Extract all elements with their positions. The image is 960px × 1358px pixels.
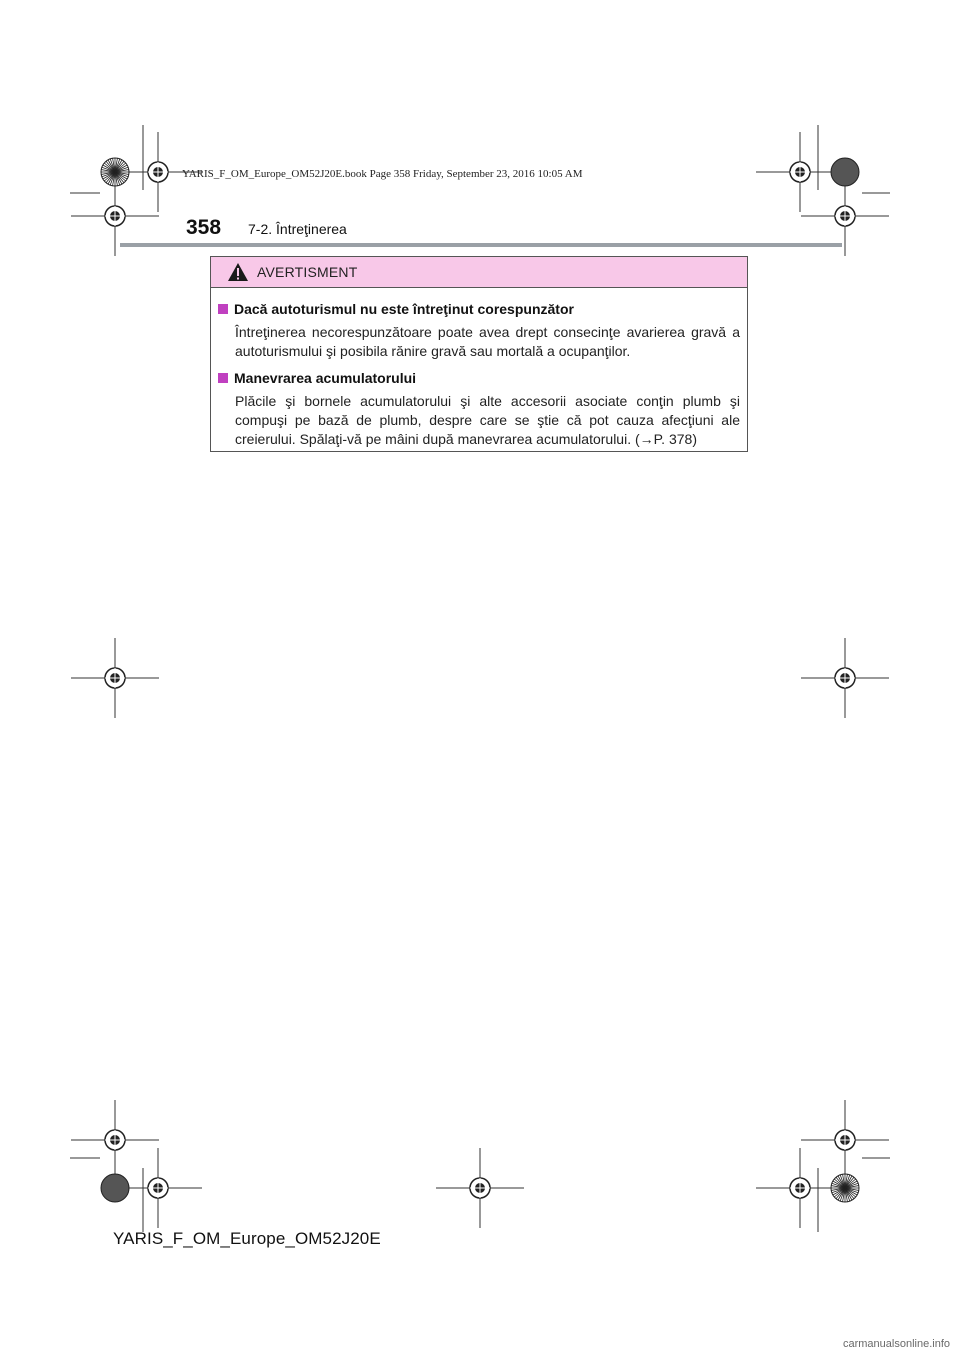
warning-box	[210, 256, 748, 452]
warning-title: AVERTISMENT	[257, 264, 358, 280]
warning-triangle-icon	[227, 262, 249, 282]
section-title: 7-2. Întreţinerea	[248, 221, 347, 237]
footer-code: YARIS_F_OM_Europe_OM52J20E	[113, 1229, 381, 1248]
warning-body	[211, 288, 747, 449]
warning-header	[211, 257, 747, 288]
book-info-line: YARIS_F_OM_Europe_OM52J20E.book Page 358 Friday, September 23, 2016 10:05 AM	[182, 168, 583, 180]
header-rule	[120, 243, 842, 247]
warning-item-heading: Dacă autoturismul nu este întreţinut corespunzător	[234, 301, 574, 317]
watermark: carmanualsonline.info	[842, 1338, 950, 1350]
square-bullet-icon	[218, 304, 228, 314]
warning-item-text: Întreţinerea necorespunzătoare poate avea drept consecinţe avarierea gravă a autoturismului şi posibila rănire gravă sau mortală a ocupanţilor.	[235, 324, 740, 359]
warning-item	[218, 301, 740, 361]
warning-item	[218, 370, 740, 449]
warning-item-heading: Manevrarea acumulatorului	[234, 370, 417, 386]
page-number: 358	[186, 216, 222, 239]
square-bullet-icon	[218, 373, 228, 383]
warning-item-text: Plăcile şi bornele acumulatorului şi alte accesorii asociate conţin plumb şi compuşi pe bază de plumb, despre care se ştie că pot cauza afecţiuni ale creierului. Spălaţi-vă pe mâini după manevrarea acumulatorului. (→P. 378)	[235, 393, 740, 447]
